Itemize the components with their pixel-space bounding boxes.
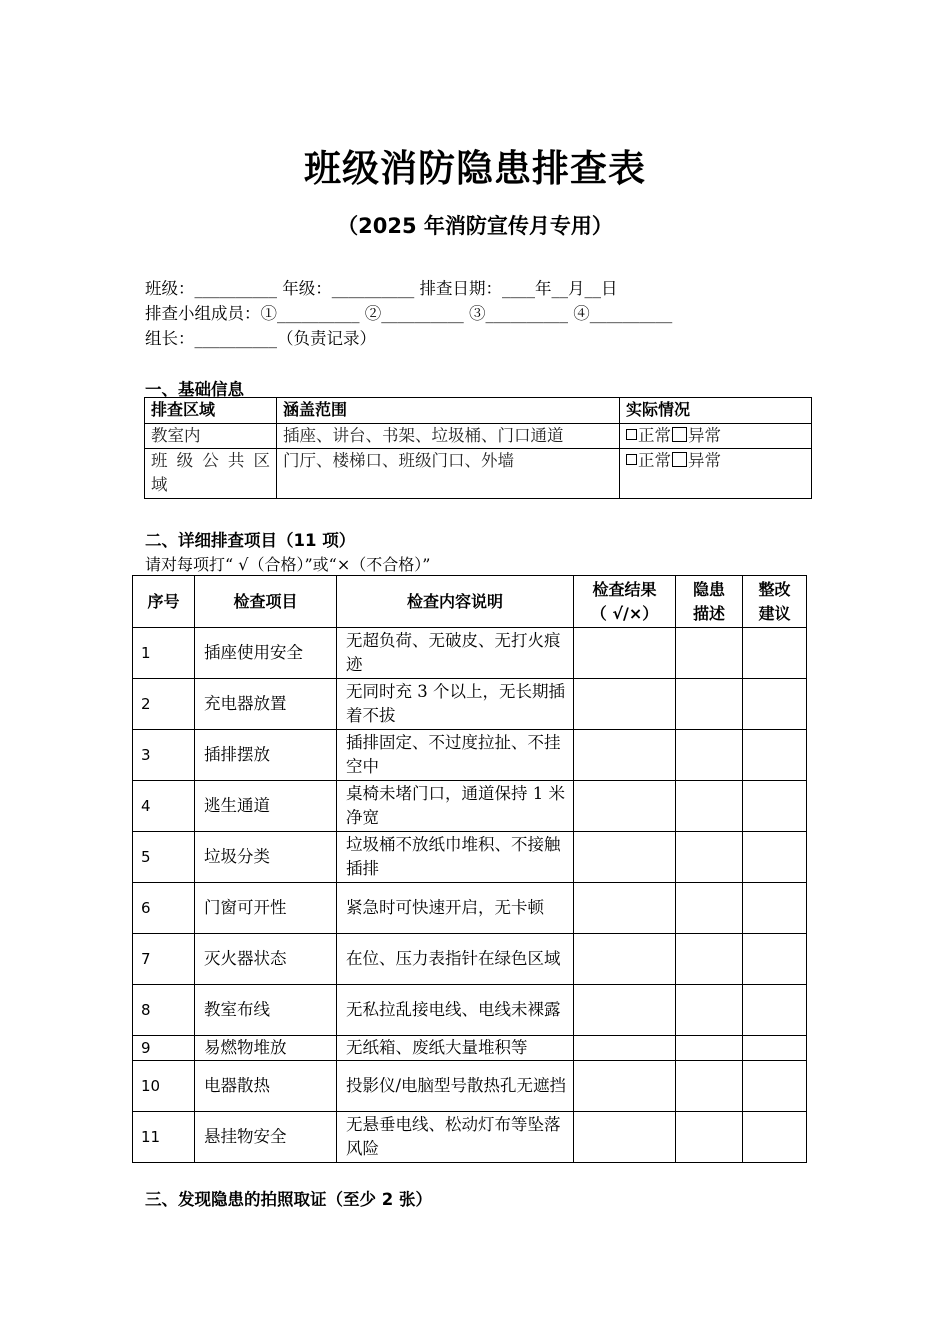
result-cell[interactable] (574, 985, 676, 1036)
result-cell[interactable] (574, 730, 676, 781)
item-cell: 插排摆放 (195, 730, 337, 781)
fix-cell[interactable] (743, 781, 807, 832)
fix-cell[interactable] (743, 985, 807, 1036)
result-cell[interactable] (574, 832, 676, 883)
result-cell[interactable] (574, 1061, 676, 1112)
scope-cell: 门厅、楼梯口、班级门口、外墙 (277, 449, 620, 499)
area-cell: 教室内 (145, 424, 277, 449)
item-cell: 逃生通道 (195, 781, 337, 832)
fix-cell[interactable] (743, 679, 807, 730)
item-cell: 充电器放置 (195, 679, 337, 730)
class-info-line: 班级：__________ 年级：__________ 排查日期：____年__月__日 (145, 279, 618, 298)
fix-cell[interactable] (743, 1061, 807, 1112)
table-row (133, 781, 807, 832)
fix-cell[interactable] (743, 730, 807, 781)
header-no: 序号 (133, 576, 195, 628)
fix-cell[interactable] (743, 832, 807, 883)
result-cell[interactable] (574, 934, 676, 985)
hazard-cell[interactable] (676, 832, 743, 883)
section3-heading: 三、发现隐患的拍照取证（至少 2 张） (145, 1190, 432, 1209)
checkbox-normal[interactable] (626, 429, 637, 440)
item-cell: 垃圾分类 (195, 832, 337, 883)
basic-info-table (144, 397, 812, 499)
result-cell[interactable] (574, 883, 676, 934)
checkbox-normal[interactable] (626, 454, 637, 465)
result-cell[interactable] (574, 1112, 676, 1163)
page-title: 班级消防隐患排查表 (304, 147, 646, 190)
result-cell[interactable] (574, 679, 676, 730)
table-row (133, 934, 807, 985)
no-cell: 2 (133, 679, 195, 730)
desc-cell: 无超负荷、无破皮、无打火痕迹 (337, 628, 574, 679)
desc-cell: 无同时充 3 个以上，无长期插着不拔 (337, 679, 574, 730)
section2-instruction: 请对每项打“ √（合格）”或“×（不合格）” (145, 555, 431, 574)
item-cell: 教室布线 (195, 985, 337, 1036)
hazard-cell[interactable] (676, 679, 743, 730)
no-cell: 3 (133, 730, 195, 781)
header-hazard-line1: 隐患 (692, 579, 725, 599)
table-row (145, 449, 812, 499)
fix-cell[interactable] (743, 1036, 807, 1061)
desc-cell: 无悬垂电线、松动灯布等坠落风险 (337, 1112, 574, 1163)
header-item: 检查项目 (195, 576, 337, 628)
desc-cell: 垃圾桶不放纸巾堆积、不接触插排 (337, 832, 574, 883)
area-line2: 域 (151, 475, 168, 494)
fix-cell[interactable] (743, 1112, 807, 1163)
table-row (133, 1061, 807, 1112)
area-cell (145, 449, 277, 499)
table-row (133, 832, 807, 883)
desc-cell: 桌椅未堵门口，通道保持 1 米净宽 (337, 781, 574, 832)
item-cell: 悬挂物安全 (195, 1112, 337, 1163)
header-hazard-line2: 描述 (692, 603, 725, 623)
table-row (133, 985, 807, 1036)
header-hazard (676, 576, 743, 628)
hazard-cell[interactable] (676, 628, 743, 679)
result-cell[interactable] (574, 628, 676, 679)
no-cell: 4 (133, 781, 195, 832)
area-line1: 班 级 公 共 区 (151, 451, 270, 470)
table-row (133, 679, 807, 730)
hazard-cell[interactable] (676, 1036, 743, 1061)
normal-label: 正常 (638, 426, 671, 445)
header-fix-line1: 整改 (758, 579, 791, 599)
no-cell: 9 (133, 1036, 195, 1061)
checkbox-abnormal[interactable] (672, 427, 687, 442)
team-members-line: 排查小组成员：①__________ ②__________ ③__________ ④__________ (145, 304, 673, 323)
item-cell: 电器散热 (195, 1061, 337, 1112)
desc-cell: 投影仪/电脑型号散热孔无遮挡 (337, 1061, 574, 1112)
status-cell (620, 449, 812, 499)
no-cell: 6 (133, 883, 195, 934)
abnormal-label: 异常 (688, 451, 721, 470)
desc-cell: 在位、压力表指针在绿色区域 (337, 934, 574, 985)
header-fix-line2: 建议 (758, 603, 791, 623)
item-cell: 易燃物堆放 (195, 1036, 337, 1061)
table-row (133, 1036, 807, 1061)
hazard-cell[interactable] (676, 934, 743, 985)
table-header-row (145, 398, 812, 424)
hazard-cell[interactable] (676, 883, 743, 934)
section1-heading: 一、基础信息 (145, 380, 244, 399)
header-result-line2: （ √/×） (590, 603, 659, 623)
section2-heading: 二、详细排查项目（11 项） (145, 531, 356, 550)
header-scope: 涵盖范围 (277, 398, 620, 424)
item-cell: 插座使用安全 (195, 628, 337, 679)
desc-cell: 无纸箱、废纸大量堆积等 (337, 1036, 574, 1061)
header-desc: 检查内容说明 (337, 576, 574, 628)
desc-cell: 紧急时可快速开启，无卡顿 (337, 883, 574, 934)
leader-line: 组长：__________（负责记录） (145, 329, 376, 348)
no-cell: 8 (133, 985, 195, 1036)
detail-check-table (132, 575, 807, 1163)
hazard-cell[interactable] (676, 1112, 743, 1163)
desc-cell: 无私拉乱接电线、电线未裸露 (337, 985, 574, 1036)
desc-cell: 插排固定、不过度拉扯、不挂空中 (337, 730, 574, 781)
page-subtitle: （2025 年消防宣传月专用） (337, 214, 613, 238)
header-status: 实际情况 (620, 398, 812, 424)
table-row (133, 628, 807, 679)
hazard-cell[interactable] (676, 1061, 743, 1112)
result-cell[interactable] (574, 781, 676, 832)
no-cell: 11 (133, 1112, 195, 1163)
hazard-cell[interactable] (676, 781, 743, 832)
abnormal-label: 异常 (688, 426, 721, 445)
fix-cell[interactable] (743, 628, 807, 679)
no-cell: 7 (133, 934, 195, 985)
item-cell: 门窗可开性 (195, 883, 337, 934)
header-area: 排查区域 (145, 398, 277, 424)
no-cell: 1 (133, 628, 195, 679)
status-cell (620, 424, 812, 449)
table-row (133, 883, 807, 934)
item-cell: 灭火器状态 (195, 934, 337, 985)
hazard-cell[interactable] (676, 730, 743, 781)
table-row (133, 1112, 807, 1163)
scope-cell: 插座、讲台、书架、垃圾桶、门口通道 (277, 424, 620, 449)
hazard-cell[interactable] (676, 985, 743, 1036)
checkbox-abnormal[interactable] (672, 452, 687, 467)
normal-label: 正常 (638, 451, 671, 470)
header-result-line1: 检查结果 (592, 579, 657, 599)
no-cell: 5 (133, 832, 195, 883)
header-result (574, 576, 676, 628)
no-cell: 10 (133, 1061, 195, 1112)
fix-cell[interactable] (743, 934, 807, 985)
fix-cell[interactable] (743, 883, 807, 934)
table-row (133, 730, 807, 781)
table-row (145, 424, 812, 449)
header-fix (743, 576, 807, 628)
table-header-row (133, 576, 807, 628)
result-cell[interactable] (574, 1036, 676, 1061)
